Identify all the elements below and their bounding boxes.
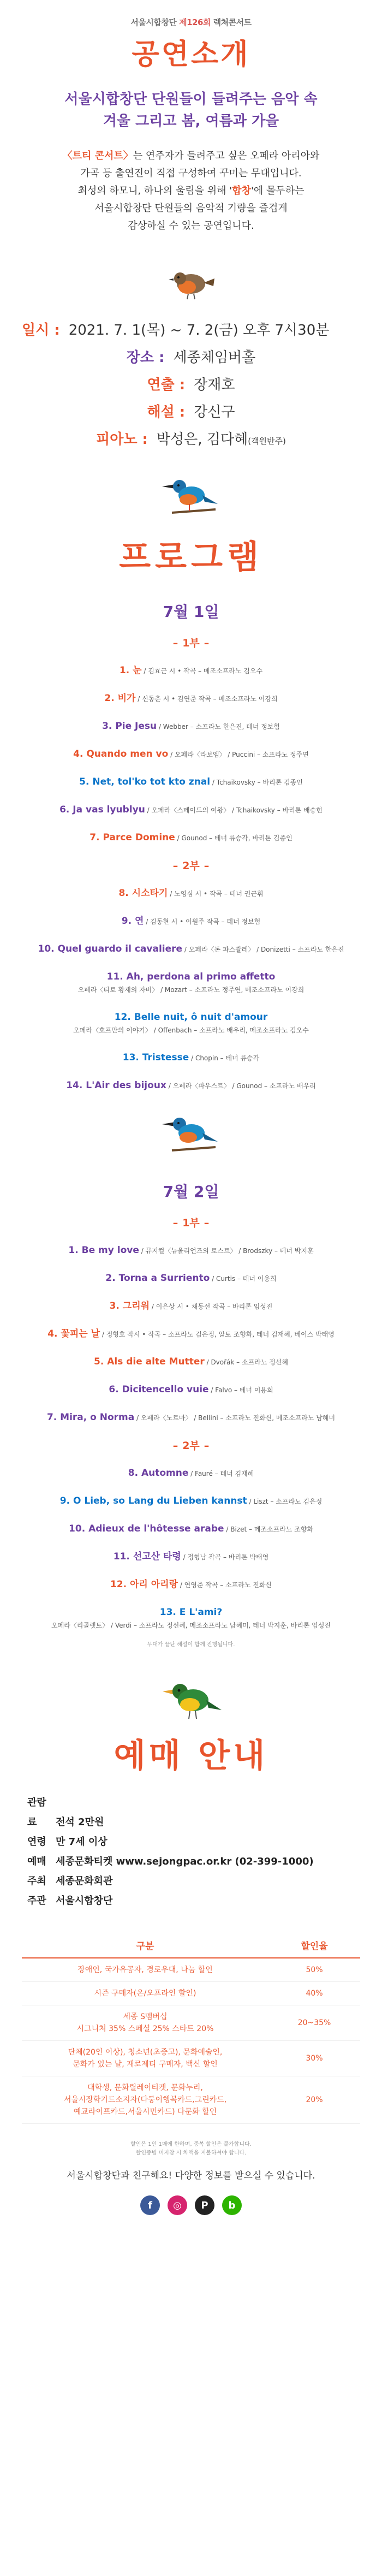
program-item-detail: / Gounod – 테너 류승각, 바리톤 김종인 [175, 834, 293, 842]
discount-rate: 30% [268, 2041, 360, 2076]
facebook-icon[interactable]: f [140, 2195, 160, 2215]
intro-line-4: 서울시합창단 단원들의 음악적 기량을 즐겁게 [94, 203, 288, 214]
blog-icon[interactable]: b [222, 2195, 242, 2215]
ticket-info-value: 전석 2만원 [56, 1817, 104, 1828]
ticket-info-row [27, 1852, 382, 1872]
program-item-detail: / Tchaikovsky – 바리톤 김종인 [210, 779, 303, 786]
ticket-info-row [27, 1793, 382, 1832]
day1-part2-list [0, 887, 382, 1093]
program-item-title: 4. Quando men vo [73, 749, 169, 759]
piano-value: 박성은, 김다혜 [156, 431, 248, 448]
program-item-detail: / 오페라〈파우스트〉 / Gounod – 소프라노 배우리 [166, 1082, 316, 1090]
program-item-detail: / Fauré – 테너 김재혜 [188, 1470, 254, 1477]
discount-row [22, 2041, 360, 2076]
day2-part1-list [0, 1244, 382, 1424]
day2-part2-heading: – 2부 – [0, 1438, 382, 1452]
program-item-detail: / 김동현 시 • 이원주 작곡 – 테너 정보험 [144, 918, 261, 925]
program-item-title: 11. Ah, perdona al primo affetto [106, 971, 276, 982]
program-item [0, 1550, 382, 1564]
day1-title: 7월 1일 [163, 603, 219, 621]
day1-part2-heading: – 2부 – [0, 858, 382, 872]
program-item-title: 5. Als die alte Mutter [94, 1356, 205, 1367]
subtitle-line-1: 서울시합창단 단원들이 들려주는 음악 속 [64, 91, 318, 108]
discount-row [22, 2005, 360, 2041]
ticket-info-label: 예매 [27, 1856, 46, 1867]
date-row [0, 317, 382, 344]
intro-line-3 [0, 182, 382, 200]
concert-info [0, 317, 382, 455]
discount-rate: 40% [268, 1982, 360, 2005]
choir-name: 서울시합창단 [130, 17, 177, 27]
discount-row [22, 1958, 360, 1982]
piano-note: (객원반주) [248, 436, 286, 446]
program-item [0, 887, 382, 900]
program-item-title: 7. Mira, o Norma [46, 1412, 135, 1423]
program-item [0, 1355, 382, 1369]
discount-row [22, 1982, 360, 2005]
program-title: 프로그램 [119, 538, 263, 577]
program-item [0, 1272, 382, 1285]
day2-part2-list [0, 1467, 382, 1632]
page-title: 공연소개 [132, 38, 250, 71]
program-item-title: 4. 꽃피는 날 [47, 1328, 100, 1339]
ticket-info-label: 연령 [27, 1836, 46, 1848]
program-item [0, 1522, 382, 1536]
venue-row [0, 344, 382, 371]
program-item-detail: / 오페라〈노르마〉 / Bellini – 소프라노 진화신, 메조소프라노 남혜미 [134, 1414, 336, 1422]
discount-table-body [22, 1958, 360, 2124]
ticket-info-value: 만 7세 이상 [56, 1836, 108, 1848]
discount-rate: 50% [268, 1958, 360, 1982]
discount-table [22, 1933, 360, 2124]
program-item [0, 1051, 382, 1065]
program-item-title: 8. Automne [128, 1468, 189, 1479]
discount-row [22, 2076, 360, 2124]
piano-label: 피아노 : [96, 431, 148, 448]
ticket-info-row [27, 1872, 382, 1891]
program-item-title: 11. 선고산 타령 [113, 1551, 181, 1562]
commentary-value: 강신구 [194, 404, 235, 420]
program-item-title: 9. O Lieb, so Lang du Lieben kannst [59, 1495, 247, 1506]
program-item-detail: / 정형호 작시 • 작곡 – 소프라노 김은정, 알토 조향화, 테너 김재혜, 베이스 박태영 [100, 1331, 335, 1338]
program-item-title: 10. Adieux de l'hôtesse arabe [69, 1523, 224, 1534]
program-item [0, 1606, 382, 1632]
concert-series: 렉쳐콘서트 [213, 17, 252, 27]
subtitle-line-2: 겨울 그리고 봄, 여름과 가을 [103, 113, 279, 129]
top-line [0, 0, 382, 28]
ticket-info [0, 1793, 382, 1911]
program-item [0, 1011, 382, 1037]
program-item [0, 831, 382, 845]
discount-header: 할인율 [268, 1933, 360, 1958]
director-row [0, 371, 382, 399]
program-item-title: 1. 눈 [119, 665, 142, 676]
social-links [0, 2195, 382, 2215]
ticket-info-label: 주최 [27, 1875, 46, 1887]
program-item [0, 747, 382, 761]
program-item-title: 6. Ja vas lyublyu [59, 804, 145, 815]
program-item [0, 803, 382, 817]
intro-line-2: 가곡 등 출연진이 직접 구성하여 꾸미는 무대입니다. [80, 168, 302, 179]
program-item-detail: 오페라〈티토 황제의 자비〉 / Mozart – 소프라노 정주연, 메조소프라노 이강희 [77, 986, 305, 994]
podcast-icon[interactable]: P [195, 2195, 214, 2215]
program-item-detail: / Falvo – 테너 이용희 [208, 1386, 273, 1394]
program-item-title: 3. Pie Jesu [102, 721, 157, 732]
program-item-title: 14. L'Air des bijoux [66, 1080, 166, 1091]
program-item-title: 13. E L'ami? [159, 1607, 223, 1618]
program-item-detail: 오페라〈리골렛토〉 / Verdi – 소프라노 정선혜, 메조소프라노 남혜미, 테너 박지훈, 바리톤 임성진 [51, 1622, 331, 1629]
program-item-title: 9. 연 [121, 916, 144, 927]
program-item-detail: / 오페라〈돈 파스콸레〉 / Donizetti – 소프라노 한은진 [182, 946, 344, 953]
program-item [0, 1327, 382, 1341]
kingfisher-bird-illustration [161, 471, 221, 520]
ticket-info-row [27, 1891, 382, 1911]
program-item [0, 970, 382, 996]
day1-part1-list [0, 664, 382, 845]
program-item-title: 12. Belle nuit, ô nuit d'amour [114, 1012, 268, 1023]
program-item-title: 7. Parce Domine [89, 832, 175, 843]
chorus-highlight: 합창 [232, 185, 251, 197]
program-item [0, 1079, 382, 1093]
program-item [0, 664, 382, 678]
ticket-info-value: 세종문화티켓 www.sejongpac.or.kr (02-399-1000) [56, 1856, 314, 1867]
program-item [0, 1578, 382, 1592]
commentary-row [0, 399, 382, 426]
footnotes [0, 2140, 382, 2158]
series-name: 〈트티 콘서트〉 [62, 150, 133, 162]
concert-number: 제126회 [179, 17, 211, 27]
program-item-detail: / 이은상 시 • 채동선 작곡 – 바리톤 임성진 [150, 1303, 273, 1310]
discount-rate: 20% [268, 2076, 360, 2124]
kingfisher-bird-illustration-2 [161, 1109, 221, 1158]
program-item-detail: / 신동춘 시 • 김연준 작곡 – 메조소프라노 이강희 [135, 695, 278, 703]
date-label: 일시 : [22, 322, 60, 339]
footnote-1: 할인은 1인 1매에 한하며, 중복 할인은 불가합니다. [130, 2141, 252, 2147]
program-item-detail: / Webber – 소프라노 한은진, 테너 정보험 [157, 723, 280, 731]
program-item-title: 12. 아리 아리랑 [110, 1579, 178, 1590]
commentary-label: 해설 : [147, 404, 186, 420]
program-item [0, 1411, 382, 1424]
program-item [0, 720, 382, 733]
program-item [0, 1244, 382, 1257]
discount-category: 단체(20인 이상), 청소년(초중고), 문화예술인, 문화가 있는 날, 재로제티 구매자, 백신 할인 [22, 2041, 268, 2076]
day2-title: 7월 2일 [163, 1183, 219, 1201]
program-item-detail: / Curtis – 테너 이용희 [210, 1275, 277, 1283]
discount-category: 장애인, 국가유공자, 경로우대, 나눔 할인 [22, 1958, 268, 1982]
robin-bird-illustration [166, 262, 216, 306]
footnote-2: 할인증빙 미지참 시 차액을 지불하셔야 합니다. [135, 2150, 247, 2156]
program-item-detail: / Bizet – 메조소프라노 조향화 [224, 1526, 313, 1533]
closing-text: 서울시합창단과 친구해요! 다양한 정보를 받으실 수 있습니다. [67, 2170, 315, 2181]
venue-label: 장소 : [126, 349, 165, 366]
day2-note: 무대가 끝난 해설이 함께 진행됩니다. [147, 1642, 235, 1648]
ticket-title: 예매 안내 [114, 1737, 268, 1775]
finch-bird-illustration [158, 1670, 224, 1724]
intro-line-5: 감상하실 수 있는 공연입니다. [128, 220, 254, 232]
program-item [0, 915, 382, 928]
program-item-title: 8. 시소타기 [118, 888, 168, 899]
program-item-detail: / 뮤지컬〈뉴올리언즈의 토스트〉 / Brodszky – 테너 박지훈 [139, 1247, 314, 1255]
program-item-detail: / Chopin – 테너 류승각 [189, 1054, 260, 1062]
instagram-icon[interactable]: ◎ [168, 2195, 187, 2215]
program-item-detail: 오페라〈호프만의 이야기〉 / Offenbach – 소프라노 배우리, 메조소프라노 김오수 [73, 1026, 309, 1034]
intro-text [0, 147, 382, 235]
subtitle [0, 88, 382, 132]
program-item [0, 1467, 382, 1480]
day1-part1-heading: – 1부 – [0, 635, 382, 650]
ticket-info-row [27, 1832, 382, 1852]
program-item-detail: / 오페라〈라보엠〉 / Puccini – 소프라노 정주연 [168, 751, 309, 758]
director-value: 장재호 [194, 377, 235, 393]
venue-value: 세종체임버홀 [173, 349, 256, 366]
program-item-detail: / Dvořák – 소프라노 정선혜 [204, 1358, 288, 1366]
program-item-title: 1. Be my love [68, 1245, 139, 1256]
program-item [0, 942, 382, 956]
program-item-detail: / 오페라〈스페이드의 여왕〉 / Tchaikovsky – 바리톤 배승현 [145, 806, 323, 814]
intro-line-1-rest: 는 연주자가 들려주고 싶은 오페라 아리아와 [133, 150, 320, 162]
program-item-title: 13. Tristesse [122, 1052, 189, 1063]
program-item-title: 2. Torna a Surriento [105, 1273, 210, 1284]
program-item [0, 1383, 382, 1397]
director-label: 연출 : [147, 377, 186, 393]
program-item-title: 6. Dicitencello vuie [109, 1384, 209, 1395]
category-header: 구분 [22, 1933, 268, 1958]
program-item-title: 2. 비가 [104, 693, 136, 704]
ticket-info-label: 주관 [27, 1895, 46, 1907]
date-value: 2021. 7. 1(목) ~ 7. 2(금) 오후 7시30분 [68, 322, 330, 339]
program-item [0, 692, 382, 705]
intro-line-3-a: 최성의 하모니, 하나의 울림을 위해 ' [77, 185, 232, 197]
program-item [0, 775, 382, 789]
intro-line-3-b: '에 몰두하는 [250, 185, 305, 197]
discount-table-header [22, 1933, 360, 1958]
program-item-title: 10. Quel guardo il cavaliere [38, 943, 183, 954]
discount-category: 시즌 구매자(온/오프라인 할인) [22, 1982, 268, 2005]
program-item-detail: / 노영심 시 • 작곡 – 테너 권근휘 [168, 890, 264, 898]
program-item-title: 3. 그리워 [109, 1301, 150, 1311]
ticket-info-value: 서울시합창단 [56, 1895, 113, 1907]
program-item-detail: / Liszt – 소프라노 김은정 [247, 1498, 323, 1505]
discount-category: 대학생, 문화릴레이티켓, 문화누리, 서울시장학기드소지자(다둥이행복카드,그린카드, 예교라이프카드,서울시민카드) 다문화 할인 [22, 2076, 268, 2124]
program-item [0, 1494, 382, 1508]
program-item-detail: / 정형남 작곡 – 바리톤 박태영 [181, 1553, 269, 1561]
program-item [0, 1299, 382, 1313]
piano-row [0, 426, 382, 455]
day2-part1-heading: – 1부 – [0, 1215, 382, 1230]
ticket-info-value: 세종문화회관 [56, 1875, 113, 1887]
intro-line-1 [0, 147, 382, 165]
program-item-detail: / 연영준 작곡 – 소프라노 진화신 [178, 1581, 272, 1589]
ticket-info-label: 관람료 [27, 1797, 46, 1828]
discount-category: 세종 S멤버십 시그니처 35% 스페셜 25% 스타트 20% [22, 2005, 268, 2041]
program-item-title: 5. Net, tol'ko tot kto znal [79, 776, 211, 787]
program-item-detail: / 김효근 시 • 작곡 – 메조소프라노 김오수 [141, 667, 263, 675]
discount-rate: 20~35% [268, 2005, 360, 2041]
